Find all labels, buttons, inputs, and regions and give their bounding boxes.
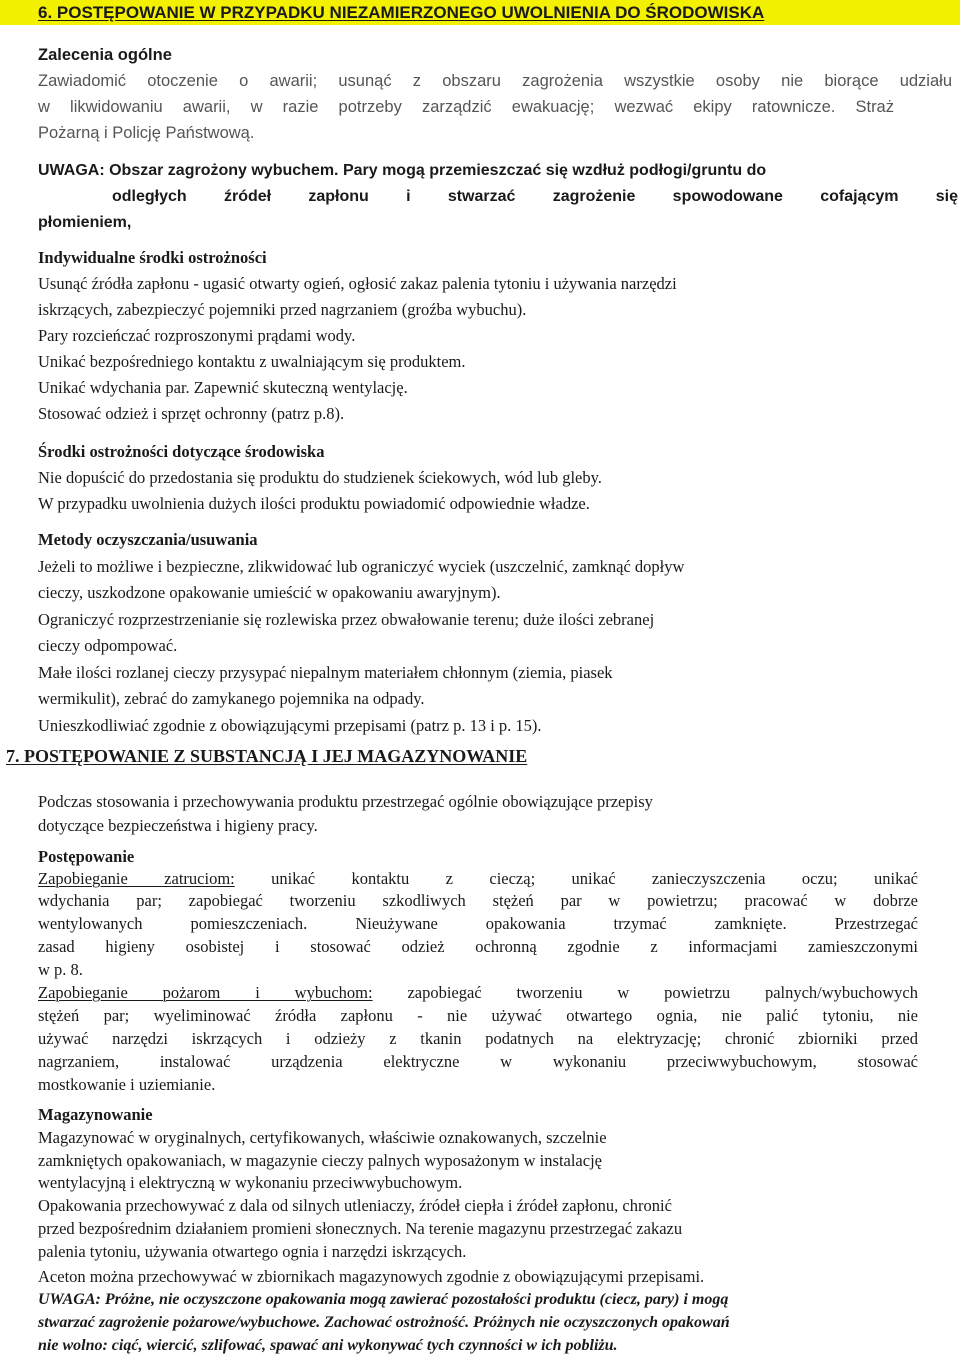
storage-line-6: palenia tytoniu, używania otwartego ognia i narzędzi iskrzących. bbox=[38, 1242, 467, 1261]
warning-label: UWAGA: Obszar zagrożony wybuchem. bbox=[38, 162, 339, 179]
final-warning-line-2: stwarzać zagrożenie pożarowe/wybuchowe. Zachować ostrożność. Próżnych nie oczyszczonych opakowań bbox=[38, 1314, 730, 1331]
storage-line-2: zamkniętych opakowaniach, w magazynie cieczy palnych wyposażonym w instalację bbox=[38, 1151, 602, 1170]
intro-line-2: dotyczące bezpieczeństwa i higieny pracy. bbox=[38, 816, 318, 835]
handling-heading: Postępowanie bbox=[38, 847, 135, 866]
fire-line-4: nagrzaniem, instalować urządzenia elektryczne w wykonaniu przeciwwybuchowym, stosować bbox=[38, 1052, 918, 1071]
cleanup-line-7: Unieszkodliwiać zgodnie z obowiązującymi przepisami (patrz p. 13 i p. 15). bbox=[38, 716, 542, 735]
general-line-2: w likwidowaniu awarii, w razie potrzeby zarządzić ewakuację; wezwać ekipy ratownicze. Straż bbox=[38, 98, 894, 116]
fire-line-5: mostkowanie i uziemianie. bbox=[38, 1075, 216, 1094]
warning-line-3: płomieniem, bbox=[38, 214, 132, 231]
poison-line-5: w p. 8. bbox=[38, 960, 83, 979]
general-line-3: Pożarną i Policję Państwową. bbox=[38, 124, 255, 142]
poison-text: unikać kontaktu z cieczą; unikać zanieczyszczenia oczu; unikać bbox=[234, 869, 919, 888]
env-heading: Środki ostrożności dotyczące środowiska bbox=[38, 442, 325, 461]
warning-text: Pary mogą przemieszczać się wzdłuż podłogi/gruntu do bbox=[342, 162, 767, 179]
intro-line-1: Podczas stosowania i przechowywania produktu przestrzegać ogólnie obowiązujące przepisy bbox=[38, 792, 653, 811]
general-heading: Zalecenia ogólne bbox=[38, 46, 172, 64]
personal-line-1: Usunąć źródła zapłonu - ugasić otwarty ogień, ogłosić zakaz palenia tytoniu i używania narzędzi bbox=[38, 274, 677, 293]
final-warning-line-3: nie wolno: ciąć, wiercić, szlifować, spawać ani wykonywać tych czynności w ich pobliżu. bbox=[38, 1337, 618, 1354]
fire-line-2: stężeń par; wyeliminować źródła zapłonu - nie używać otwartego ognia, nie palić tytoniu, nie bbox=[38, 1006, 918, 1025]
personal-line-5: Unikać wdychania par. Zapewnić skuteczną wentylację. bbox=[38, 378, 408, 397]
storage-line-5: przed bezpośrednim działaniem promieni słonecznych. Na terenie magazynu przestrzegać zakazu bbox=[38, 1219, 683, 1238]
poison-line-2: wdychania par; zapobiegać tworzeniu szkodliwych stężeń par w powietrzu; pracować w dobrze bbox=[38, 891, 918, 910]
fire-line-1 bbox=[38, 982, 918, 1004]
explosion-warning bbox=[38, 160, 960, 182]
env-line-1: Nie dopuścić do przedostania się produktu do studzienek ściekowych, wód lub gleby. bbox=[38, 468, 602, 487]
fire-text: zapobiegać tworzeniu w powietrzu palnych/wybuchowych bbox=[372, 983, 918, 1002]
env-line-2: W przypadku uwolnienia dużych ilości produktu powiadomić odpowiednie władze. bbox=[38, 494, 590, 513]
personal-line-6: Stosować odzież i sprzęt ochronny (patrz p.8). bbox=[38, 404, 345, 423]
section-6-title: 6. POSTĘPOWANIE W PRZYPADKU NIEZAMIERZONEGO UWOLNIENIA DO ŚRODOWISKA bbox=[0, 0, 960, 25]
personal-line-3: Pary rozcieńczać rozproszonymi prądami wody. bbox=[38, 326, 356, 345]
poison-line-3: wentylowanych pomieszczeniach. Nieużywane opakowania trzymać zamknięte. Przestrzegać bbox=[38, 914, 918, 933]
cleanup-line-2: cieczy, uszkodzone opakowanie umieścić w opakowaniu awaryjnym). bbox=[38, 583, 501, 602]
cleanup-line-3: Ograniczyć rozprzestrzenianie się rozlewiska przez obwałowanie terenu; duże ilości zebranej bbox=[38, 610, 655, 629]
poison-label: Zapobieganie zatruciom: bbox=[38, 869, 235, 888]
final-warning-line-1: UWAGA: Próżne, nie oczyszczone opakowania mogą zawierać pozostałości produktu (ciecz, pary) i mogą bbox=[38, 1291, 729, 1308]
cleanup-line-4: cieczy odpompować. bbox=[38, 636, 178, 655]
cleanup-line-6: wermikulit), zebrać do zamykanego pojemnika na odpady. bbox=[38, 689, 425, 708]
cleanup-line-1: Jeżeli to możliwe i bezpieczne, zlikwidować lub ograniczyć wyciek (uszczelnić, zamknąć dopływ bbox=[38, 557, 685, 576]
fire-label: Zapobieganie pożarom i wybuchom: bbox=[38, 983, 373, 1002]
cleanup-heading: Metody oczyszczania/usuwania bbox=[38, 530, 258, 549]
storage-heading: Magazynowanie bbox=[38, 1105, 153, 1124]
personal-heading: Indywidualne środki ostrożności bbox=[38, 248, 267, 267]
storage-line-4: Opakowania przechowywać z dala od silnych utleniaczy, źródeł ciepła i źródeł zapłonu, chronić bbox=[38, 1196, 672, 1215]
general-line-1: Zawiadomić otoczenie o awarii; usunąć z obszaru zagrożenia wszystkie osoby nie biorące udziału bbox=[38, 72, 952, 90]
poison-line-1 bbox=[38, 868, 918, 890]
fire-line-3: używać narzędzi iskrzących i odzieży z tkanin podatnych na elektryzację; chronić zbiorniki przed bbox=[38, 1029, 918, 1048]
storage-line-3: wentylacyjną i elektryczną w wykonaniu przeciwwybuchowym. bbox=[38, 1173, 463, 1192]
storage-line-7: Aceton można przechowywać w zbiornikach magazynowych zgodnie z obowiązującymi przepisami. bbox=[38, 1267, 705, 1286]
warning-line-2: odległych źródeł zapłonu i stwarzać zagrożenie spowodowane cofającym się bbox=[112, 188, 958, 205]
cleanup-line-5: Małe ilości rozlanej cieczy przysypać niepalnym materiałem chłonnym (ziemia, piasek bbox=[38, 663, 613, 682]
section-7-title: 7. POSTĘPOWANIE Z SUBSTANCJĄ I JEJ MAGAZYNOWANIE bbox=[6, 746, 528, 766]
storage-line-1: Magazynować w oryginalnych, certyfikowanych, właściwie oznakowanych, szczelnie bbox=[38, 1128, 607, 1147]
personal-line-4: Unikać bezpośredniego kontaktu z uwalniającym się produktem. bbox=[38, 352, 466, 371]
poison-line-4: zasad higieny osobistej i stosować odzież ochronną zgodnie z informacjami zamieszczonymi bbox=[38, 937, 918, 956]
personal-line-2: iskrzących, zabezpieczyć pojemniki przed nagrzaniem (groźba wybuchu). bbox=[38, 300, 527, 319]
